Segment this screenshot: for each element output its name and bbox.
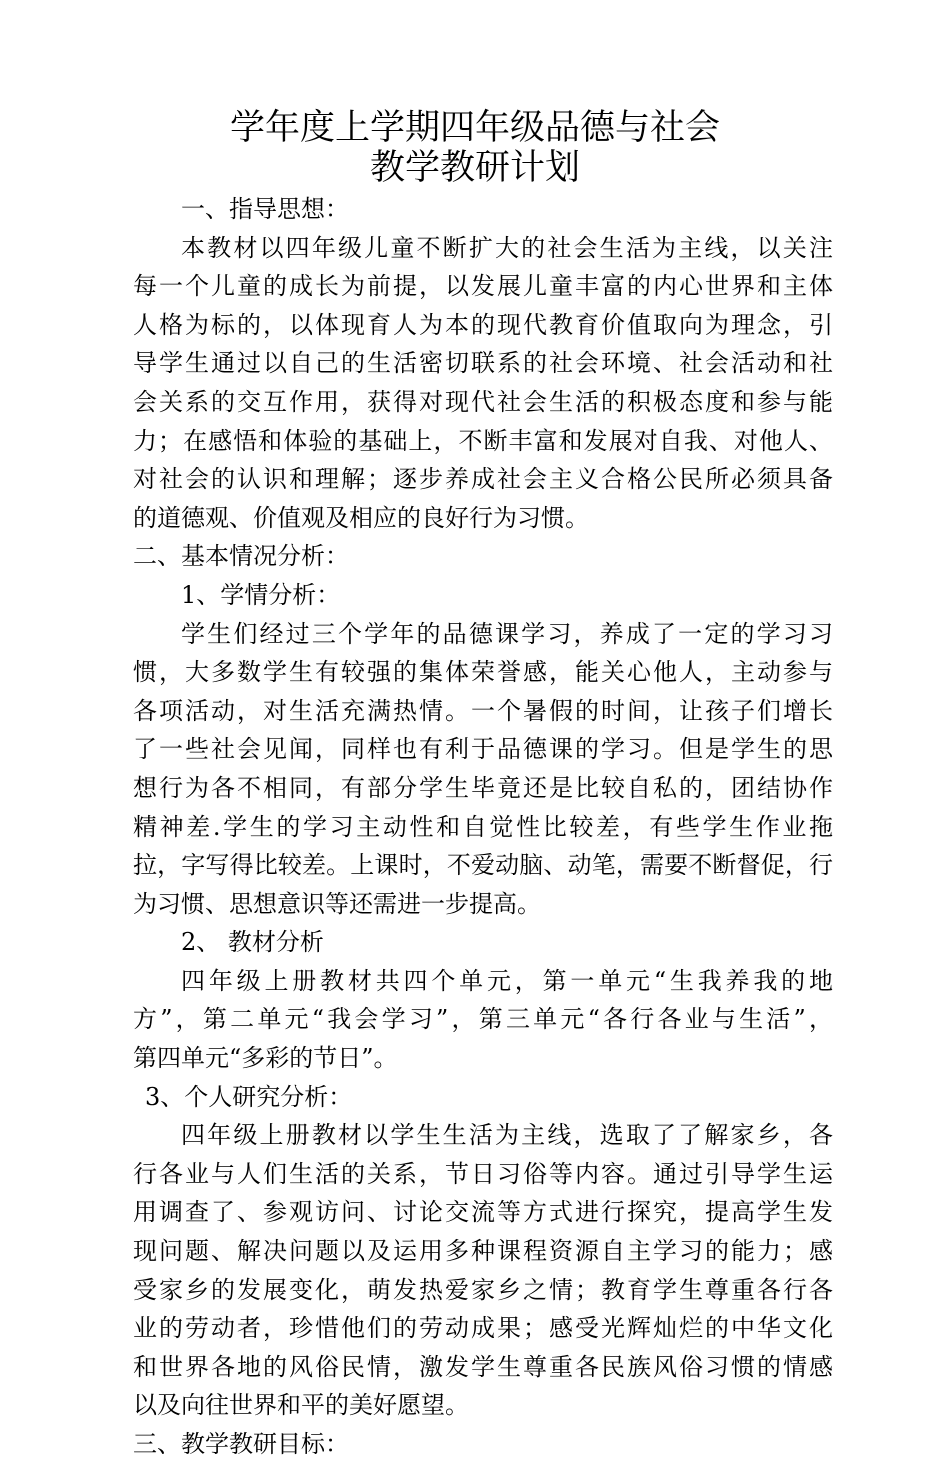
body-line: 和世界各地的风俗民情，激发学生尊重各民族风俗习惯的情感 [133, 1352, 833, 1381]
body-line: 为习惯、思想意识等还需进一步提高。 [133, 889, 541, 918]
body-line: 导学生通过以自己的生活密切联系的社会环境、社会活动和社 [133, 349, 833, 378]
body-line: 业的劳动者，珍惜他们的劳动成果；感受光辉灿烂的中华文化 [133, 1314, 833, 1343]
section-heading: 二、基本情况分析： [133, 542, 349, 571]
subsection-heading: 2、 教材分析 [181, 928, 324, 957]
body-line: 精神差.学生的学习主动性和自觉性比较差，有些学生作业拖 [133, 812, 833, 841]
body-line: 会关系的交互作用，获得对现代社会生活的积极态度和参与能 [133, 387, 833, 416]
body-line: 行各业与人们生活的关系，节日习俗等内容。通过引导学生运 [133, 1159, 833, 1188]
body-line: 拉，字写得比较差。上课时，不爱动脑、动笔，需要不断督促，行 [133, 851, 833, 880]
body-line: 人格为标的，以体现育人为本的现代教育价值取向为理念，引 [133, 310, 833, 339]
subsection-heading: 3、个人研究分析： [145, 1082, 353, 1111]
body-line: 学生们经过三个学年的品德课学习，养成了一定的学习习 [181, 619, 833, 648]
body-line: 各项活动，对生活充满热情。一个暑假的时间，让孩子们增长 [133, 696, 833, 725]
body-line: 以及向往世界和平的美好愿望。 [133, 1391, 469, 1420]
document-subtitle: 教学教研计划 [369, 148, 580, 188]
body-line: 力；在感悟和体验的基础上，不断丰富和发展对自我、对他人、 [133, 426, 833, 455]
body-line: 了一些社会见闻，同样也有利于品德课的学习。但是学生的思 [133, 735, 833, 764]
document-body [133, 190, 833, 1464]
body-line: 想行为各不相同，有部分学生毕竟还是比较自私的，团结协作 [133, 773, 833, 802]
body-line: 现问题、解决问题以及运用多种课程资源自主学习的能力；感 [133, 1237, 833, 1266]
body-line: 四年级上册教材以学生生活为主线，选取了了解家乡，各 [181, 1121, 833, 1150]
body-line: 本教材以四年级儿童不断扩大的社会生活为主线，以关注 [181, 233, 833, 262]
body-line: 对社会的认识和理解；逐步养成社会主义合格公民所必须具备 [133, 465, 833, 494]
section-heading: 一、指导思想： [181, 195, 349, 223]
body-line: 每一个儿童的成长为前提，以发展儿童丰富的内心世界和主体 [133, 272, 833, 301]
section-heading: 三、教学教研目标： [133, 1430, 349, 1458]
body-line: 四年级上册教材共四个单元，第一单元“生我养我的地 [181, 966, 833, 995]
body-line: 受家乡的发展变化，萌发热爱家乡之情；教育学生尊重各行各 [133, 1275, 833, 1304]
subsection-heading: 1、学情分析： [181, 580, 341, 609]
body-line: 用调查了、参观访问、讨论交流等方式进行探究，提高学生发 [133, 1198, 833, 1227]
document-title: 学年度上学期四年级品德与社会 [229, 108, 720, 148]
body-line: 惯，大多数学生有较强的集体荣誉感，能关心他人，主动参与 [133, 658, 833, 687]
body-line: 的道德观、价值观及相应的良好行为习惯。 [133, 503, 589, 532]
body-line: 方”，第二单元“我会学习”，第三单元“各行各业与生活”， [133, 1005, 833, 1034]
body-line: 第四单元“多彩的节日”。 [133, 1044, 398, 1073]
